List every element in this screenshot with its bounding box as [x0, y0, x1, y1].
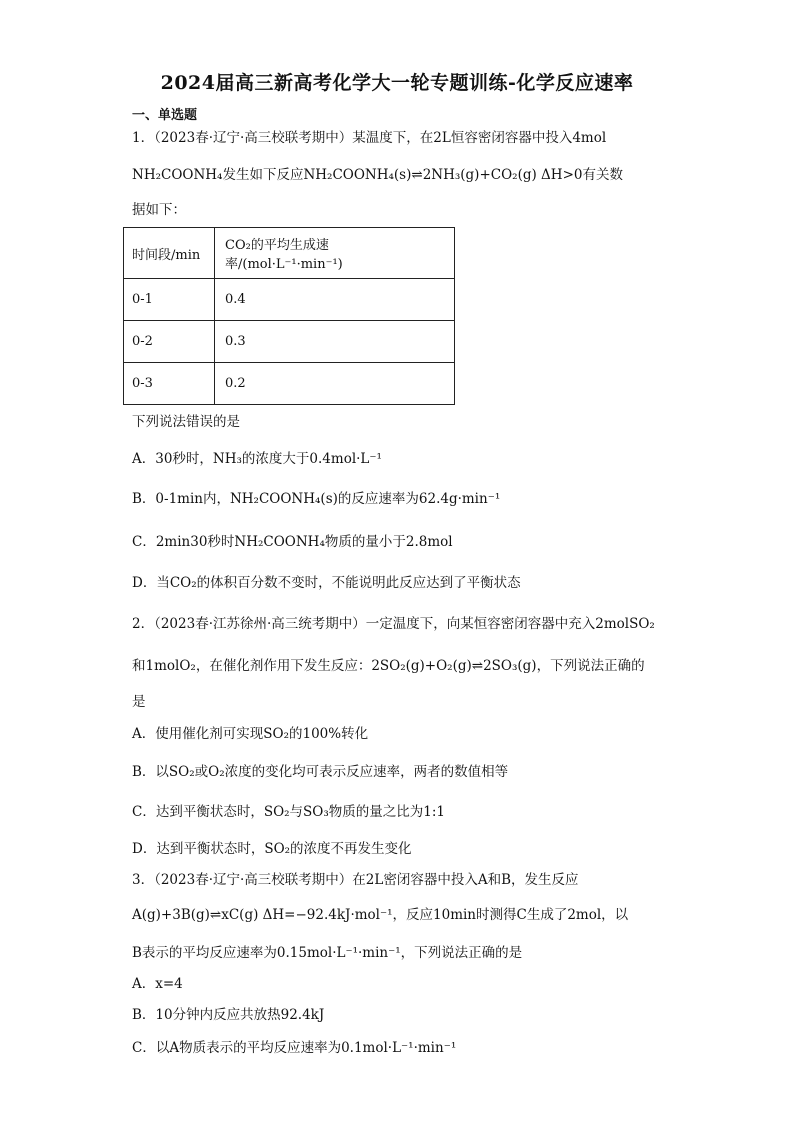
q3-line2: A(g)+3B(g)⇌xC(g) ΔH=−92.4kJ·mol⁻¹，反应10min时测得C生成了2mol，以 — [132, 907, 629, 923]
page-title: 2024届高三新高考化学大一轮专题训练-化学反应速率 — [160, 72, 634, 94]
table-cell: 0.2 — [215, 363, 455, 405]
q1-line1: 1．（2023春·辽宁·高三校联考期中）某温度下，在2L恒容密闭容器中投入4mol — [132, 130, 607, 146]
table-cell: 0-1 — [124, 279, 215, 321]
q1-option-b: B．0-1min内，NH₂COONH₄(s)的反应速率为62.4g·min⁻¹ — [132, 491, 501, 507]
table-cell: 0.3 — [215, 321, 455, 363]
q2-option-a: A．使用催化剂可实现SO₂的100%转化 — [132, 726, 369, 742]
q2-line3: 是 — [132, 694, 146, 710]
q1-line2: NH₂COONH₄发生如下反应NH₂COONH₄(s)⇌2NH₃(g)+CO₂(g) ΔH>0有关数 — [132, 167, 623, 183]
q3-option-a: A．x=4 — [132, 976, 183, 992]
table-header-row — [124, 228, 455, 279]
q3-option-b: B．10分钟内反应共放热92.4kJ — [132, 1007, 325, 1023]
q3-line3: B表示的平均反应速率为0.15mol·L⁻¹·min⁻¹，下列说法正确的是 — [132, 945, 523, 961]
q1-option-a: A．30秒时，NH₃的浓度大于0.4mol·L⁻¹ — [132, 451, 382, 467]
q2-line2: 和1molO₂，在催化剂作用下发生反应：2SO₂(g)+O₂(g)⇌2SO₃(g)，下列说法正确的 — [132, 658, 645, 674]
table-header-cell: CO₂的平均生成速率/(mol·L⁻¹·min⁻¹) — [215, 228, 455, 279]
table-cell: 0-2 — [124, 321, 215, 363]
table-row — [124, 279, 455, 321]
table-row — [124, 321, 455, 363]
q1-option-d: D．当CO₂的体积百分数不变时，不能说明此反应达到了平衡状态 — [132, 575, 521, 591]
q2-option-c: C．达到平衡状态时，SO₂与SO₃物质的量之比为1:1 — [132, 804, 446, 820]
rate-table — [123, 227, 455, 405]
q1-prompt: 下列说法错误的是 — [132, 414, 240, 430]
section-heading: 一、单选题 — [132, 108, 198, 123]
table-cell: 0-3 — [124, 363, 215, 405]
q3-line1: 3．（2023春·辽宁·高三校联考期中）在2L密闭容器中投入A和B，发生反应 — [132, 872, 579, 888]
q1-line3: 据如下： — [132, 202, 186, 218]
q2-line1: 2．（2023春·江苏徐州·高三统考期中）一定温度下，向某恒容密闭容器中充入2molSO₂ — [132, 616, 655, 632]
q2-option-d: D．达到平衡状态时，SO₂的浓度不再发生变化 — [132, 841, 412, 857]
q1-option-c: C．2min30秒时NH₂COONH₄物质的量小于2.8mol — [132, 534, 453, 550]
table-cell: 0.4 — [215, 279, 455, 321]
table-header-cell: 时间段/min — [124, 228, 215, 279]
table-row — [124, 363, 455, 405]
q3-option-c: C．以A物质表示的平均反应速率为0.1mol·L⁻¹·min⁻¹ — [132, 1040, 457, 1056]
q2-option-b: B．以SO₂或O₂浓度的变化均可表示反应速率，两者的数值相等 — [132, 764, 509, 780]
